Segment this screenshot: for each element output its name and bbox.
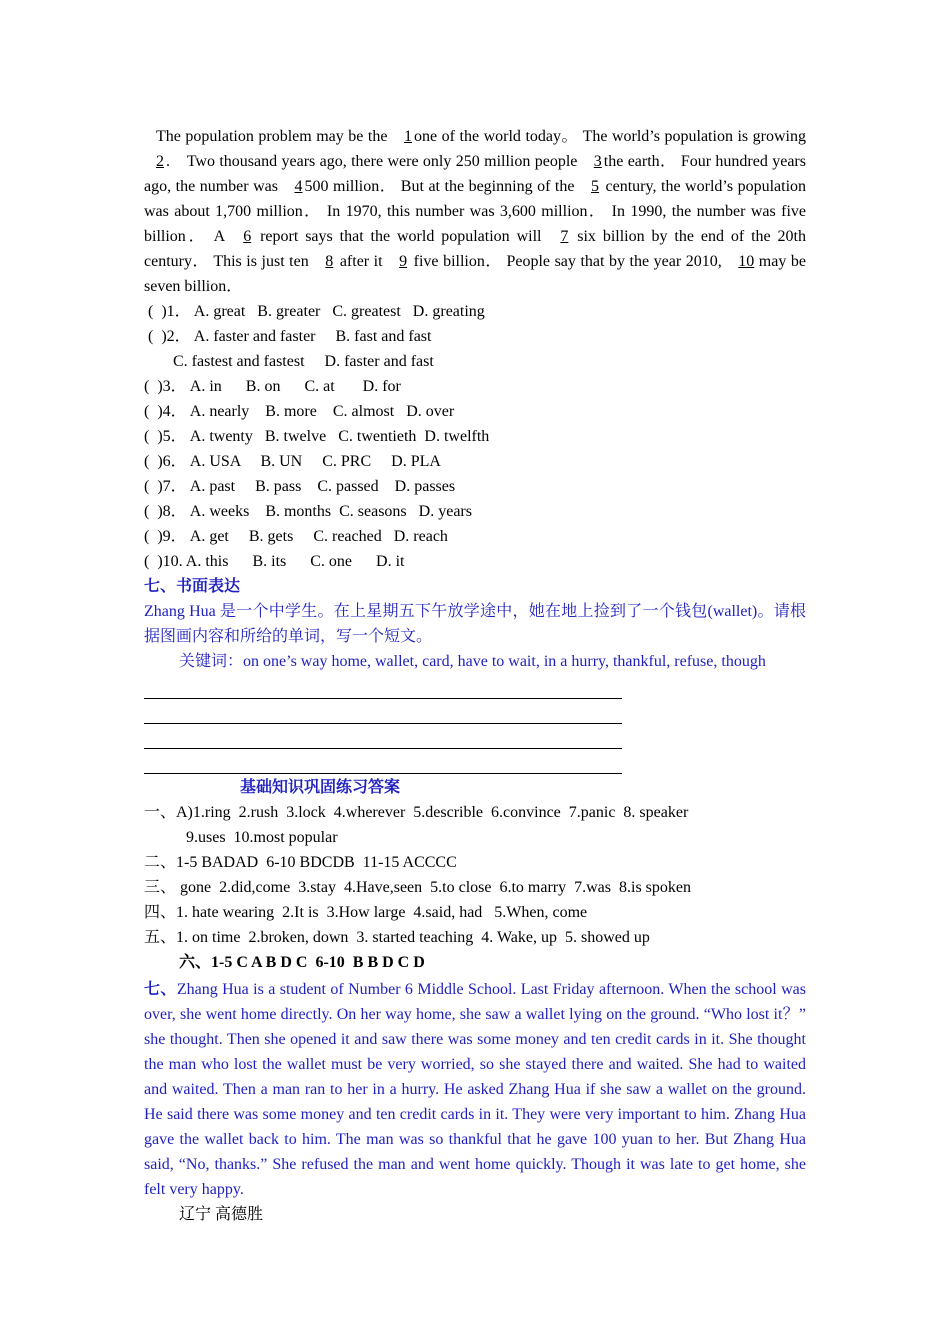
keywords-label: 关键词：	[179, 653, 244, 670]
writing-line	[144, 749, 622, 774]
question-3: ( )3． A. in B. on C. at D. for	[144, 378, 401, 395]
question-2: ( )2． A. faster and faster B. fast and fast	[144, 328, 432, 345]
blank-5: 5	[591, 178, 600, 195]
blank-10: 10	[738, 253, 755, 270]
blank-1: 1	[404, 128, 413, 145]
passage-text: The population problem may be the	[156, 128, 393, 145]
question-10: ( )10. A. this B. its C. one D. it	[144, 553, 405, 570]
writing-keywords	[144, 649, 806, 674]
passage-text: may be seven billion．	[144, 253, 806, 295]
cloze-passage	[144, 124, 806, 299]
answer-section-3: 三、 gone 2.did,come 3.stay 4.Have,seen 5.to close 6.to marry 7.was 8.is spoken	[144, 879, 692, 896]
question-7: ( )7． A. past B. pass C. passed D. passes	[144, 478, 456, 495]
question-2-options: C. fastest and fastest D. faster and fast	[173, 353, 434, 370]
question-4: ( )4． A. nearly B. more C. almost D. over	[144, 403, 455, 420]
passage-text: one of the world today。 The world’s population is growing	[414, 128, 807, 145]
passage-text: 500 million． But at the beginning of the	[304, 178, 580, 195]
writing-heading-title: 书面表达	[176, 578, 241, 595]
document-page	[144, 124, 806, 1227]
writing-lines	[144, 674, 806, 774]
blank-6: 6	[243, 228, 252, 245]
model-essay: Zhang Hua is a student of Number 6 Middle School. Last Friday afternoon. When the school was over, she went home directly. On her way home, she saw a wallet lying on the ground. “Who lost it？” she thought. Then she opened it and saw there was some money and ten credit cards in it. She thought the man who lost the wallet must be very worried, so she stayed there and waited. She had to waited and waited. Then a man ran to her in a hurry. He asked Zhang Hua if she saw a wallet on the ground. He said there was some money and ten credit cards in it. They were very important to him. Zhang Hua gave the wallet back to him. The man was so thankful that he gave 100 yuan to her. But Zhang Hua said, “No, thanks.” She refused the man and went home quickly. Though it was late to get home, she felt very happy.	[144, 981, 806, 1198]
writing-heading-number: 七、	[144, 578, 177, 595]
blank-2: 2	[156, 153, 164, 170]
answer-7-number: 七、	[144, 981, 177, 998]
question-8: ( )8． A. weeks B. months C. seasons D. years	[144, 503, 472, 520]
passage-text: after it	[335, 253, 388, 270]
question-6: ( )6． A. USA B. UN C. PRC D. PLA	[144, 453, 441, 470]
answer-section-1-cont: 9.uses 10.most popular	[186, 829, 338, 846]
answer-section-2: 二、1-5 BADAD 6-10 BDCDB 11-15 ACCCC	[144, 854, 457, 871]
writing-line	[144, 674, 622, 699]
passage-text: report says that the world population will	[253, 228, 549, 245]
keywords-text: on one’s way home, wallet, card, have to wait, in a hurry, thankful, refuse, though	[243, 653, 766, 670]
writing-prompt: Zhang Hua 是一个中学生。在上星期五下午放学途中，她在地上捡到了一个钱包(wallet)。请根据图画内容和所给的单词，写一个短文。	[144, 603, 806, 645]
author: 辽宁 高德胜	[179, 1206, 264, 1223]
blank-4: 4	[294, 178, 303, 195]
writing-line	[144, 699, 622, 724]
question-list	[144, 299, 806, 574]
blank-8: 8	[325, 253, 334, 270]
answer-section-7	[144, 977, 806, 1202]
blank-9: 9	[399, 253, 408, 270]
blank-7: 7	[560, 228, 569, 245]
passage-text: the earth． Four hundred years ago, the number was	[144, 153, 806, 195]
answer-section-1: 一、A)1.ring 2.rush 3.lock 4.wherever 5.describle 6.convince 7.panic 8. speaker	[144, 804, 689, 821]
passage-text: century, the world’s population was about 1,700 million． In 1970, this number was 3,600 million． In 1990, the number was five billion． A	[144, 178, 807, 245]
question-1: ( )1． A. great B. greater C. greatest D. greating	[144, 303, 485, 320]
blank-3: 3	[593, 153, 602, 170]
question-5: ( )5． A. twenty B. twelve C. twentieth D. twelfth	[144, 428, 490, 445]
answers-title: 基础知识巩固练习答案	[240, 779, 401, 796]
writing-line	[144, 724, 622, 749]
answer-section-5: 五、1. on time 2.broken, down 3. started teaching 4. Wake, up 5. showed up	[144, 929, 650, 946]
passage-text: five billion． People say that by the year 2010,	[409, 253, 727, 270]
question-9: ( )9． A. get B. gets C. reached D. reach	[144, 528, 448, 545]
passage-text: . Two thousand years ago, there were only 250 million people	[166, 153, 582, 170]
answer-section-4: 四、1. hate wearing 2.It is 3.How large 4.said, had 5.When, come	[144, 904, 588, 921]
answer-section-6: 六、1-5 C A B D C 6-10 B B D C D	[179, 954, 425, 971]
passage-text: six billion by the end of the 20th century． This is just ten	[144, 228, 806, 270]
writing-heading	[144, 574, 806, 599]
